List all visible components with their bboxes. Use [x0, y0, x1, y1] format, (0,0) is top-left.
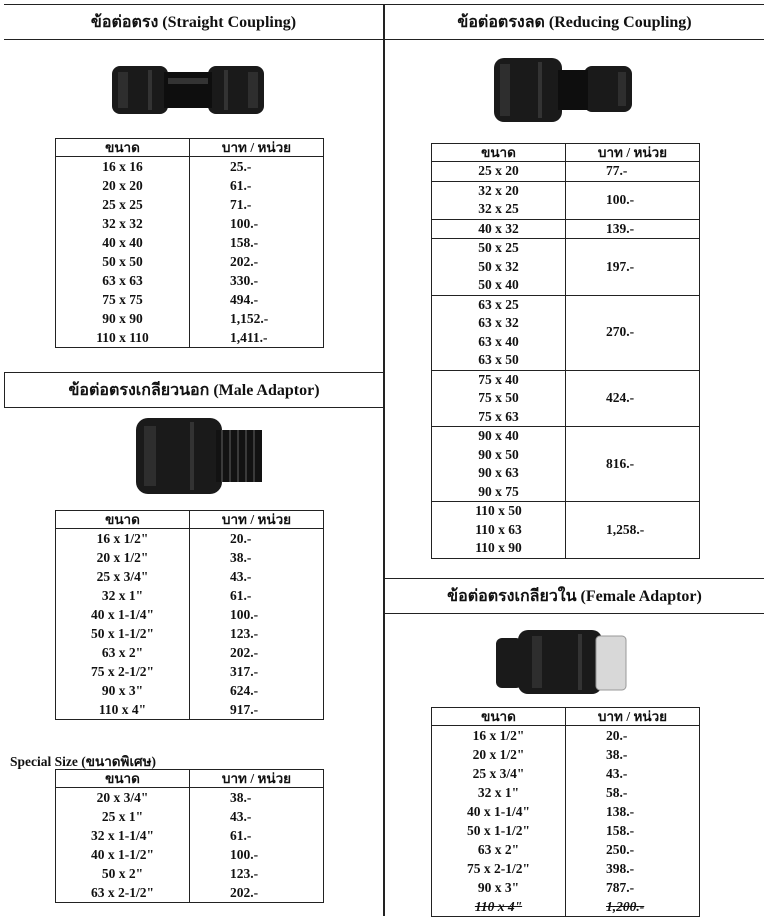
male-adaptor-title: ข้อต่อตรงเกลียวนอก (Male Adaptor) — [4, 372, 384, 408]
size-cell: 63 x 2" — [432, 840, 566, 859]
size-cell: 110 x 4" — [432, 897, 566, 917]
table-row — [432, 239, 700, 258]
col-size-header: ขนาด — [432, 708, 566, 726]
col-size-header: ขนาด — [56, 139, 190, 157]
straight-coupling-title: ข้อต่อตรง (Straight Coupling) — [4, 4, 384, 40]
col-price-header: บาท / หน่วย — [566, 708, 700, 726]
price-cell: 250.- — [566, 840, 700, 859]
price-cell: 100.- — [190, 605, 324, 624]
price-cell: 38.- — [566, 745, 700, 764]
table-row — [56, 662, 324, 681]
table-row — [432, 897, 700, 917]
size-cell: 110 x 90 — [432, 539, 566, 558]
table-row — [56, 624, 324, 643]
table-row — [56, 807, 324, 826]
size-cell: 16 x 1/2" — [432, 726, 566, 746]
table-row — [432, 802, 700, 821]
size-cell: 63 x 32 — [432, 314, 566, 333]
size-cell: 40 x 1-1/4" — [56, 605, 190, 624]
size-cell: 50 x 50 — [56, 252, 190, 271]
price-cell: 317.- — [190, 662, 324, 681]
price-cell: 123.- — [190, 864, 324, 883]
price-cell: 1,411.- — [190, 328, 324, 348]
size-cell: 25 x 1" — [56, 807, 190, 826]
price-cell: 202.- — [190, 252, 324, 271]
male-adaptor-photo — [130, 412, 280, 500]
size-cell: 90 x 3" — [56, 681, 190, 700]
size-cell: 75 x 75 — [56, 290, 190, 309]
table-row — [56, 233, 324, 252]
price-cell: 61.- — [190, 826, 324, 845]
size-cell: 20 x 20 — [56, 176, 190, 195]
size-cell: 40 x 1-1/4" — [432, 802, 566, 821]
size-cell: 16 x 16 — [56, 157, 190, 177]
price-cell: 197.- — [566, 239, 700, 296]
size-cell: 63 x 50 — [432, 351, 566, 370]
price-cell: 1,200.- — [566, 897, 700, 917]
col-size-header: ขนาด — [432, 144, 566, 162]
size-cell: 75 x 2-1/2" — [432, 859, 566, 878]
table-row — [56, 290, 324, 309]
table-row — [432, 295, 700, 314]
table-row — [56, 252, 324, 271]
table-row — [56, 309, 324, 328]
price-cell: 158.- — [190, 233, 324, 252]
size-cell: 110 x 50 — [432, 502, 566, 521]
table-row — [432, 878, 700, 897]
size-cell: 40 x 32 — [432, 219, 566, 239]
table-row — [56, 195, 324, 214]
size-cell: 90 x 90 — [56, 309, 190, 328]
col-price-header: บาท / หน่วย — [190, 139, 324, 157]
size-cell: 90 x 3" — [432, 878, 566, 897]
size-cell: 32 x 1-1/4" — [56, 826, 190, 845]
table-row — [432, 502, 700, 521]
size-cell: 50 x 2" — [56, 864, 190, 883]
table-row — [432, 219, 700, 239]
table-row — [432, 162, 700, 182]
size-cell: 75 x 50 — [432, 389, 566, 408]
price-cell: 202.- — [190, 643, 324, 662]
price-cell: 58.- — [566, 783, 700, 802]
price-cell: 398.- — [566, 859, 700, 878]
price-cell: 100.- — [190, 845, 324, 864]
table-row — [56, 157, 324, 177]
price-cell: 100.- — [190, 214, 324, 233]
price-cell: 43.- — [190, 567, 324, 586]
male-adaptor-table — [55, 510, 324, 720]
size-cell: 75 x 40 — [432, 370, 566, 389]
table-row — [56, 605, 324, 624]
price-cell: 158.- — [566, 821, 700, 840]
price-cell: 624.- — [190, 681, 324, 700]
size-cell: 40 x 40 — [56, 233, 190, 252]
size-cell: 75 x 63 — [432, 408, 566, 427]
table-row — [56, 883, 324, 903]
size-cell: 75 x 2-1/2" — [56, 662, 190, 681]
size-cell: 50 x 25 — [432, 239, 566, 258]
price-cell: 61.- — [190, 176, 324, 195]
price-cell: 1,258.- — [566, 502, 700, 559]
table-row — [432, 821, 700, 840]
table-row — [56, 567, 324, 586]
table-row — [432, 726, 700, 746]
price-cell: 77.- — [566, 162, 700, 182]
size-cell: 110 x 110 — [56, 328, 190, 348]
size-cell: 63 x 63 — [56, 271, 190, 290]
size-cell: 90 x 75 — [432, 483, 566, 502]
table-row — [432, 859, 700, 878]
price-cell: 787.- — [566, 878, 700, 897]
size-cell: 63 x 2" — [56, 643, 190, 662]
female-adaptor-photo — [492, 626, 632, 698]
col-price-header: บาท / หน่วย — [190, 511, 324, 529]
size-cell: 50 x 32 — [432, 258, 566, 277]
table-row — [56, 864, 324, 883]
reducing-coupling-photo — [488, 50, 638, 130]
size-cell: 50 x 40 — [432, 276, 566, 295]
size-cell: 40 x 1-1/2" — [56, 845, 190, 864]
size-cell: 63 x 40 — [432, 333, 566, 352]
size-cell: 50 x 1-1/2" — [56, 624, 190, 643]
table-row — [432, 764, 700, 783]
size-cell: 110 x 4" — [56, 700, 190, 720]
table-row — [56, 700, 324, 720]
price-cell: 1,152.- — [190, 309, 324, 328]
price-cell: 20.- — [566, 726, 700, 746]
price-cell: 71.- — [190, 195, 324, 214]
table-row — [56, 643, 324, 662]
price-cell: 100.- — [566, 181, 700, 219]
size-cell: 25 x 3/4" — [432, 764, 566, 783]
table-row — [432, 370, 700, 389]
size-cell: 25 x 25 — [56, 195, 190, 214]
price-cell: 202.- — [190, 883, 324, 903]
table-row — [56, 845, 324, 864]
size-cell: 50 x 1-1/2" — [432, 821, 566, 840]
table-row — [56, 586, 324, 605]
price-cell: 61.- — [190, 586, 324, 605]
special-size-table — [55, 769, 324, 903]
price-cell: 494.- — [190, 290, 324, 309]
size-cell: 32 x 25 — [432, 200, 566, 219]
reducing-coupling-title: ข้อต่อตรงลด (Reducing Coupling) — [384, 4, 764, 40]
price-cell: 38.- — [190, 548, 324, 567]
size-cell: 90 x 63 — [432, 464, 566, 483]
col-size-header: ขนาด — [56, 770, 190, 788]
size-cell: 20 x 1/2" — [56, 548, 190, 567]
table-row — [432, 181, 700, 200]
size-cell: 20 x 1/2" — [432, 745, 566, 764]
female-adaptor-title: ข้อต่อตรงเกลียวใน (Female Adaptor) — [384, 578, 764, 614]
size-cell: 25 x 20 — [432, 162, 566, 182]
reducing-coupling-table — [431, 143, 700, 559]
size-cell: 90 x 40 — [432, 427, 566, 446]
price-cell: 270.- — [566, 295, 700, 370]
price-cell: 43.- — [566, 764, 700, 783]
price-cell: 20.- — [190, 529, 324, 549]
price-cell: 123.- — [190, 624, 324, 643]
col-price-header: บาท / หน่วย — [190, 770, 324, 788]
table-row — [432, 427, 700, 446]
straight-coupling-table — [55, 138, 324, 348]
price-cell: 138.- — [566, 802, 700, 821]
table-row — [432, 783, 700, 802]
price-cell: 424.- — [566, 370, 700, 427]
table-row — [56, 328, 324, 348]
table-row — [56, 271, 324, 290]
size-cell: 16 x 1/2" — [56, 529, 190, 549]
table-row — [56, 826, 324, 845]
table-row — [56, 788, 324, 808]
table-row — [56, 681, 324, 700]
table-row — [432, 745, 700, 764]
table-row — [56, 176, 324, 195]
center-divider — [383, 4, 385, 916]
size-cell: 63 x 2-1/2" — [56, 883, 190, 903]
table-row — [56, 548, 324, 567]
female-adaptor-table — [431, 707, 700, 917]
price-cell: 38.- — [190, 788, 324, 808]
table-row — [432, 840, 700, 859]
size-cell: 63 x 25 — [432, 295, 566, 314]
size-cell: 32 x 1" — [56, 586, 190, 605]
straight-coupling-photo — [108, 58, 268, 120]
price-cell: 330.- — [190, 271, 324, 290]
size-cell: 32 x 32 — [56, 214, 190, 233]
size-cell: 90 x 50 — [432, 446, 566, 465]
col-price-header: บาท / หน่วย — [566, 144, 700, 162]
price-cell: 917.- — [190, 700, 324, 720]
table-row — [56, 529, 324, 549]
size-cell: 32 x 20 — [432, 181, 566, 200]
price-cell: 43.- — [190, 807, 324, 826]
price-cell: 816.- — [566, 427, 700, 502]
price-cell: 139.- — [566, 219, 700, 239]
size-cell: 20 x 3/4" — [56, 788, 190, 808]
size-cell: 32 x 1" — [432, 783, 566, 802]
col-size-header: ขนาด — [56, 511, 190, 529]
size-cell: 110 x 63 — [432, 521, 566, 540]
table-row — [56, 214, 324, 233]
price-cell: 25.- — [190, 157, 324, 177]
special-size-title: Special Size (ขนาดพิเศษ) — [10, 754, 157, 769]
size-cell: 25 x 3/4" — [56, 567, 190, 586]
